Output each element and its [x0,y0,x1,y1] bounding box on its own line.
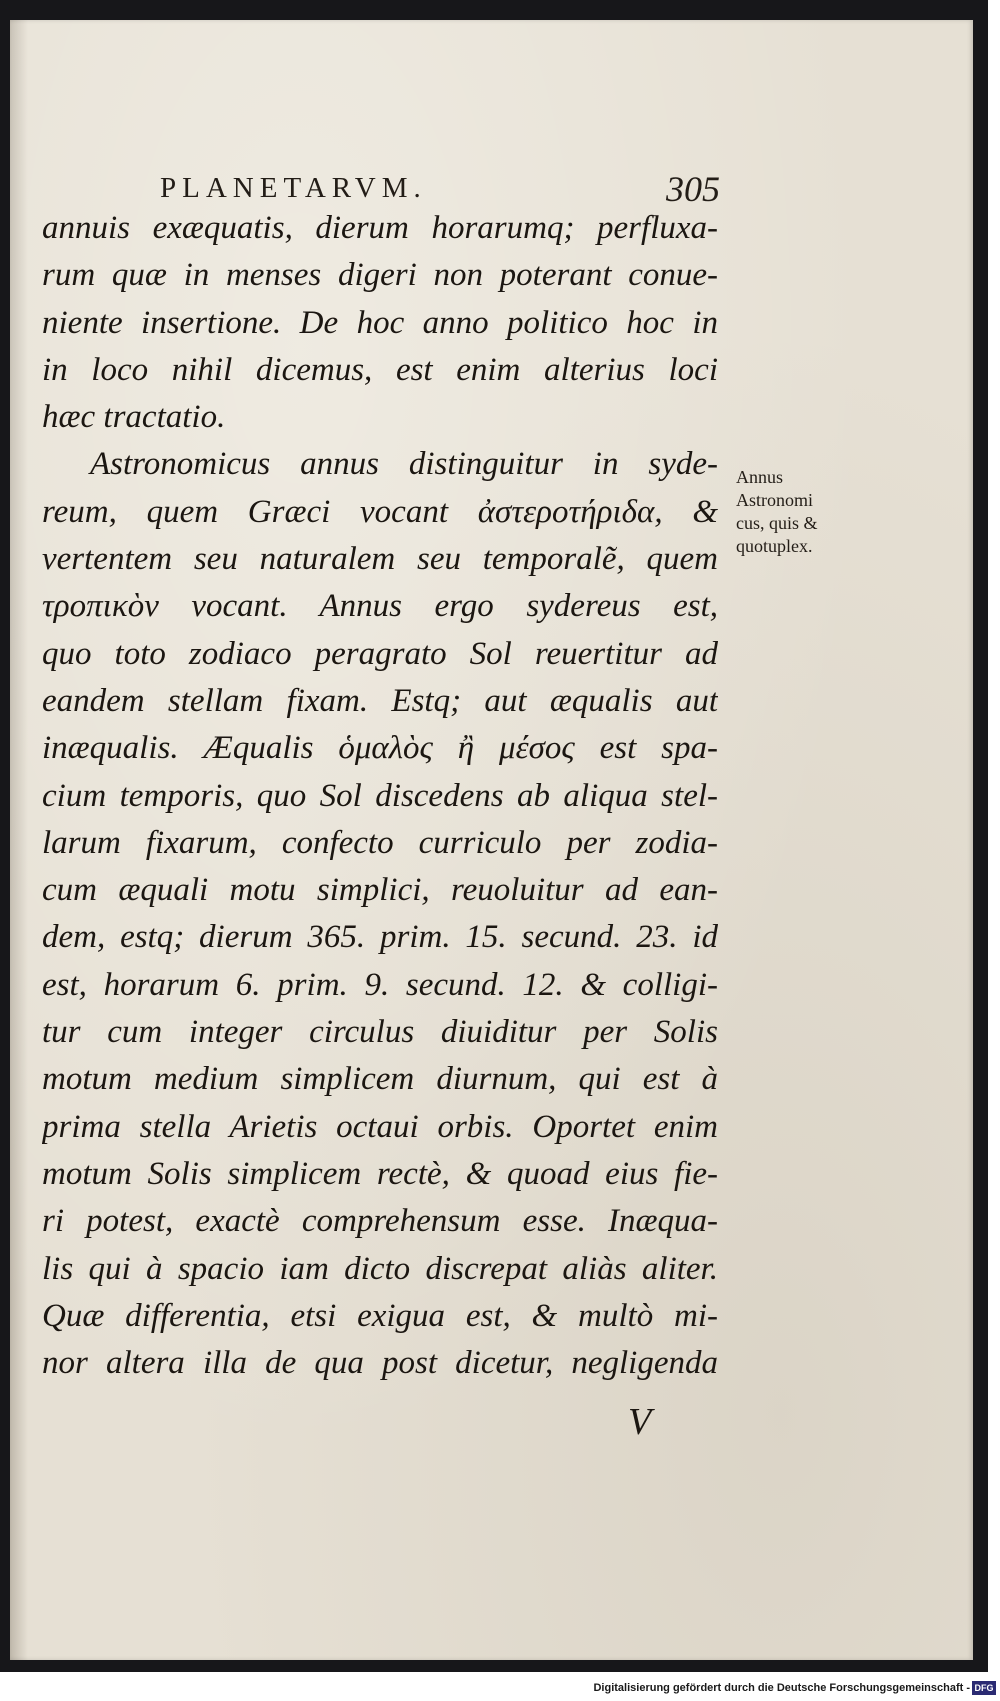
marginal-note-line: cus, quis & [736,513,818,533]
text-line: cium temporis, quo Sol discedens ab aliqua stel- [42,777,718,814]
text-line: cum æquali motu simplici, reuoluitur ad ean- [42,872,718,909]
text-line: ri potest, exactè comprehensum esse. Inæqua- [42,1203,718,1240]
text-line: in loco nihil dicemus, est enim alterius loci [42,351,718,388]
marginal-note [736,466,886,558]
text-line: rum quæ in menses digeri non poterant conue- [42,257,718,294]
text-line: Astronomicus annus distinguitur in syde- [90,446,718,483]
text-line: motum Solis simplicem rectè, & quoad eius fie- [42,1155,718,1192]
text-line: nor altera illa de qua post dicetur, negligenda [42,1345,718,1382]
marginal-note-line: Astronomi [736,490,814,510]
text-line: vertentem seu naturalem seu temporalẽ, quem [42,541,718,578]
text-line: dem, estq; dierum 365. prim. 15. secund. 23. id [42,919,718,956]
marginal-note-line: quotuplex. [736,536,813,556]
page-number: 305 [666,169,720,209]
running-head-title: PLANETARVM. [160,172,427,204]
text-line: τροπικὸν vocant. Annus ergo sydereus est, [42,588,718,625]
marginal-note-line: Annus [736,467,784,487]
text-line: est, horarum 6. prim. 9. secund. 12. & colligi- [42,966,718,1003]
dfg-logo: DFG [972,1681,996,1695]
footer-credit: Digitalisierung gefördert durch die Deutsche Forschungsgemeinschaft - [593,1682,970,1694]
text-line: eandem stellam fixam. Estq; aut æqualis aut [42,682,718,719]
text-line: larum fixarum, confecto curriculo per zodia- [42,824,718,861]
text-line: tur cum integer circulus diuiditur per Solis [42,1014,718,1051]
text-line: Quæ differentia, etsi exigua est, & multò mi- [42,1297,718,1334]
text-line: niente insertione. De hoc anno politico hoc in [42,304,718,341]
text-line: lis qui à spacio iam dicto discrepat aliàs aliter. [42,1250,718,1287]
text-line: motum medium simplicem diurnum, qui est à [42,1061,718,1098]
text-line: reum, quem Græci vocant ἀστεροτήριδα, & [42,493,718,530]
text-line: annuis exæquatis, dierum horarumq; perfluxa- [42,210,718,246]
signature-mark: V [628,1401,652,1443]
body-text [42,205,718,1387]
text-line: hæc tractatio. [42,399,226,436]
text-line: inæqualis. Æqualis ὁμαλὸς ἢ μέσος est spa- [42,730,718,767]
text-line: quo toto zodiaco peragrato Sol reuertitur ad [42,635,718,672]
text-line: prima stella Arietis octaui orbis. Oportet enim [42,1108,718,1145]
